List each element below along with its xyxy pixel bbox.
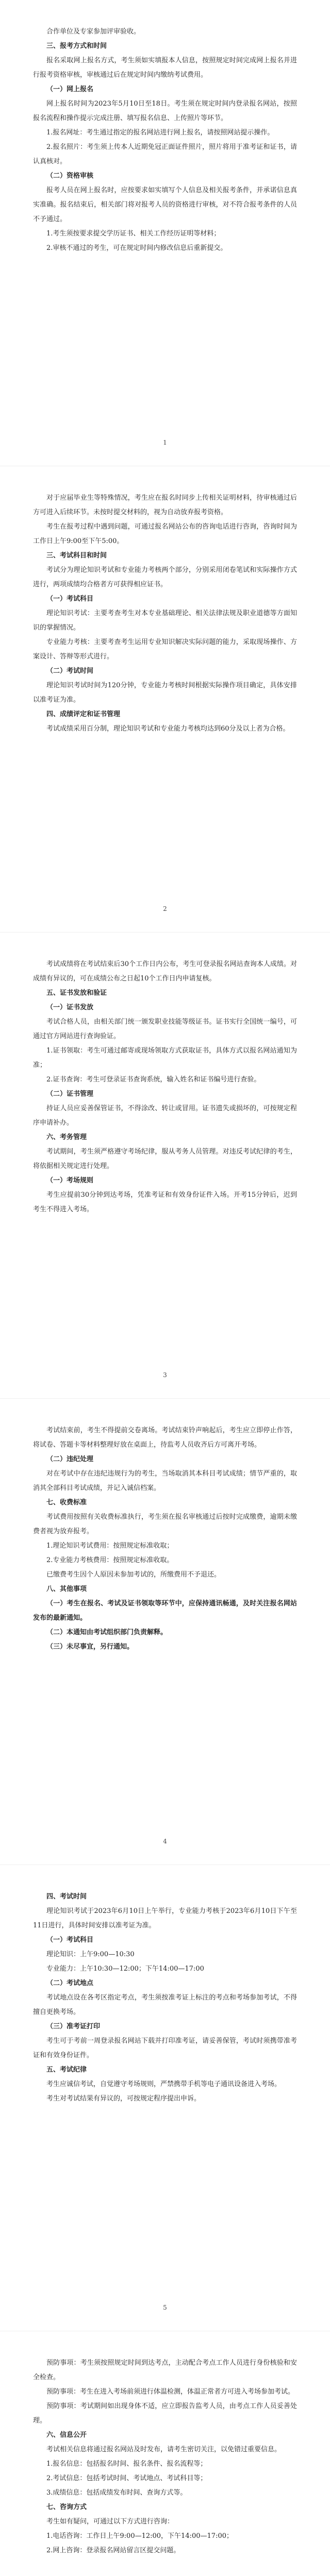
paragraph: 专业能力：上午10:30—12:00；下午14:00—17:00 — [46, 1965, 204, 1973]
paragraph: 考生在报考过程中遇到问题，可通过报名网站公布的咨询电话进行咨询，咨询时间为工作日上午9:00至下午5:00。 — [33, 523, 297, 545]
subsection-heading: （二）考试时间 — [46, 667, 94, 675]
paragraph: 考生可于考前一周登录报名网站下载并打印准考证，请妥善保管，考试时须携带准考证和有效身份证件。 — [33, 2037, 297, 2059]
section-heading: 八、其他事项 — [46, 1585, 87, 1593]
paragraph: 对于应届毕业生等特殊情况，考生应在报名时同步上传相关证明材料，待审核通过后方可进入后续环节。未按时提交材料的，视为自动放弃报考资格。 — [33, 494, 297, 516]
paragraph: 考试合格人员，由相关部门统一颁发职业技能等级证书。证书实行全国统一编号，可通过官方网站进行查询验证。 — [33, 1018, 297, 1040]
subsection-heading: （三）准考证打印 — [46, 2023, 101, 2030]
paragraph: 报考人员在网上报名时，应按要求如实填写个人信息及相关报考条件，并承诺信息真实准确。报名结束后，相关部门将对报考人员的资格进行审核，对不符合报考条件的人员不予通过。 — [33, 187, 297, 223]
page-number: 3 — [163, 1371, 167, 1379]
section-heading: 四、成绩评定和证书管理 — [46, 710, 121, 718]
paragraph: 已缴费考生因个人原因未参加考试的，所缴费用不予退还。 — [46, 1571, 221, 1579]
paragraph: 1.报名网址：考生通过指定的报名网站进行网上报名，请按照网站提示操作。 — [46, 129, 274, 137]
paragraph: 理论知识考试于2023年6月10日上午举行，专业能力考核于2023年6月10日下午至11日进行，具体时间安排以准考证为准。 — [33, 1907, 297, 1929]
subsection-heading: （一）网上报名 — [46, 86, 94, 93]
paragraph: 考试费用按照有关收费标准执行，考生须在报名审核通过后按时完成缴费，逾期未缴费者视为放弃报考。 — [33, 1513, 297, 1535]
section-heading: 四、考试时间 — [46, 1893, 87, 1901]
paragraph: 2.报名照片：考生须上传本人近期免冠正面证件照片，照片将用于准考证和证书，请认真核对。 — [33, 143, 297, 165]
paragraph: 考试成绩将在考试结束后30个工作日内公布，考生可登录报名网站查询本人成绩。对成绩有异议的，可在成绩公布之日起10个工作日内申请复核。 — [33, 960, 297, 982]
paragraph: 理论知识：上午9:00—10:30 — [46, 1951, 135, 1958]
paragraph: 3.成绩信息：包括成绩发布时间、查询方式等。 — [46, 2489, 187, 2497]
section-heading: 五、考试纪律 — [46, 2066, 87, 2074]
paragraph: 考生应诚信考试，自觉遵守考场规则，严禁携带手机等电子通讯设备进入考场。 — [46, 2080, 282, 2088]
paragraph: 预防事项：考生须按照规定时间到达考点，主动配合考点工作人员进行身份核验和安全检查。 — [33, 2359, 297, 2381]
paragraph: 2.审核不通过的考生，可在规定时间内修改信息后重新提交。 — [46, 244, 227, 252]
paragraph: 考生对考试结果有异议的，可按规定程序提出申诉。 — [46, 2095, 201, 2103]
section-heading: 三、考试科目和时间 — [46, 552, 107, 560]
section-heading: 六、信息公开 — [46, 2431, 87, 2439]
subsection-heading: （二）考试地点 — [46, 1979, 94, 1987]
paragraph: 2.专业能力考核费用：按照规定标准收取。 — [46, 1556, 174, 1564]
paragraph: 理论知识考试时间为120分钟，专业能力考核时间根据实际操作项目确定，具体安排以准考证为准。 — [33, 682, 297, 704]
paragraph: 考试成绩采用百分制，理论知识考试和专业能力考核均达到60分及以上者为合格。 — [46, 725, 290, 733]
paragraph: 预防事项：考生在进入考场前须进行体温检测，体温正常者方可进入考场参加考试。 — [46, 2388, 295, 2396]
paragraph: 理论知识考试：主要考查考生对本专业基础理论、相关法律法规及职业道德等方面知识的掌握情况。 — [33, 609, 297, 632]
paragraph: 考生应提前30分钟到达考场，凭准考证和有效身份证件入场。开考15分钟后，迟到考生不得进入考场。 — [33, 1191, 297, 1213]
paragraph: 持证人员应妥善保管证书，不得涂改、转让或冒用。证书遗失或损坏的，可按规定程序申请补办。 — [33, 1105, 297, 1127]
page-number: 5 — [163, 2304, 167, 2311]
paragraph: 考试地点设在各考区指定考点，考生须按准考证上标注的考点和考场参加考试，不得擅自更换考场。 — [33, 1994, 297, 2016]
paragraph: 1.报名信息：包括报名时间、报名条件、报名流程等； — [46, 2460, 207, 2468]
paragraph: 考生如有疑问，可通过以下方式进行咨询： — [46, 2518, 174, 2526]
paragraph: 考试结束前，考生不得提前交卷离场。考试结束铃声响起后，考生应立即停止作答，将试卷、答题卡等材料整理好放在桌面上，待监考人员收齐后方可离开考场。 — [33, 1427, 297, 1449]
subsection-heading: （二）违纪处理 — [46, 1455, 94, 1463]
page-body — [33, 1423, 297, 1654]
paragraph: 预防事项：考试期间如出现身体不适，应立即报告监考人员，由考点工作人员妥善处理。 — [33, 2402, 297, 2425]
paragraph: 2.证书查询：考生可登录证书查询系统，输入姓名和证书编号进行查验。 — [46, 1076, 261, 1083]
document-page — [0, 933, 330, 1399]
section-heading: 五、证书发放和验证 — [46, 989, 107, 997]
document-page — [0, 2331, 330, 2576]
section-heading: 七、咨询方式 — [46, 2503, 87, 2511]
document-page — [0, 466, 330, 933]
subsection-heading: （一）考场规则 — [46, 1177, 94, 1184]
subsection-heading: （一）考生在报名、考试及证书领取等环节中，应保持通讯畅通，及时关注报名网站发布的最新通知。 — [33, 1600, 297, 1622]
paragraph: 考试相关信息将通过报名网站及时发布，请考生密切关注，以免错过重要信息。 — [46, 2446, 282, 2453]
paragraph: 合作单位及专家参加评审验收。 — [46, 28, 141, 36]
paragraph: 2.网上咨询：登录报名网站留言区提交问题。 — [46, 2547, 180, 2554]
paragraph: 1.考生须按要求提交学历证书、相关工作经历证明等材料； — [46, 230, 221, 238]
paragraph: 考试分为理论知识考试和专业能力考核两个部分，分别采用闭卷笔试和实际操作方式进行，两项成绩均合格者方可获得相应证书。 — [33, 566, 297, 588]
subsection-heading: （二）资格审核 — [46, 172, 94, 180]
page-number: 2 — [163, 905, 167, 912]
section-heading: 七、收费标准 — [46, 1499, 87, 1506]
subsection-heading: （二）本通知由考试组织部门负责解释。 — [46, 1629, 168, 1636]
paragraph: 2.考试信息：包括考试时间、考试地点、考试科目等； — [46, 2475, 207, 2482]
paragraph: 1.理论知识考试费用：按照规定标准收取； — [46, 1542, 174, 1550]
subsection-heading: （一）证书发放 — [46, 1004, 94, 1011]
paragraph: 考试期间，考生须严格遵守考场纪律，服从考务人员管理。对违反考试纪律的考生，将依据相关规定进行处理。 — [33, 1148, 297, 1170]
page-number: 4 — [163, 1838, 167, 1845]
document-page — [0, 0, 330, 466]
page-body — [33, 1890, 297, 2106]
paragraph: 对在考试中存在违纪违规行为的考生，当场取消其本科目考试成绩；情节严重的，取消其全部科目考试成绩，并记入诚信档案。 — [33, 1470, 297, 1492]
subsection-heading: （二）证书管理 — [46, 1090, 94, 1098]
section-heading: 六、考务管理 — [46, 1133, 87, 1141]
subsection-heading: （三）未尽事宜，另行通知。 — [46, 1643, 134, 1651]
paragraph: 专业能力考核：主要考查考生运用专业知识解决实际问题的能力，采取现场操作、方案设计、答辩等形式进行。 — [33, 638, 297, 660]
paragraph: 网上报名时间为2023年5月10日至18日。考生须在规定时间内登录报名网站，按照报名流程和操作提示完成注册、填写报名信息、上传照片等环节。 — [33, 100, 297, 122]
section-heading: 三、报考方式和时间 — [46, 42, 107, 50]
subsection-heading: （一）考试科目 — [46, 595, 94, 603]
page-body — [33, 2356, 297, 2558]
document-page — [0, 1399, 330, 1865]
paragraph: 1.电话咨询：工作日上午9:00—12:00，下午14:00—17:00； — [46, 2532, 233, 2540]
paragraph: 1.证书领取：考生可通过邮寄或现场领取方式获取证书，具体方式以报名网站通知为准； — [33, 1047, 297, 1069]
page-body — [33, 25, 297, 256]
document-page — [0, 1865, 330, 2331]
paragraph: 报名采取网上报名方式，考生须如实填报本人信息，按照规定时间完成网上报名并进行报考资格审核，审核通过后在规定时间内缴纳考试费用。 — [33, 57, 297, 79]
page-number: 1 — [163, 439, 167, 446]
page-body — [33, 491, 297, 736]
page-body — [33, 957, 297, 1217]
subsection-heading: （一）考试科目 — [46, 1936, 94, 1944]
